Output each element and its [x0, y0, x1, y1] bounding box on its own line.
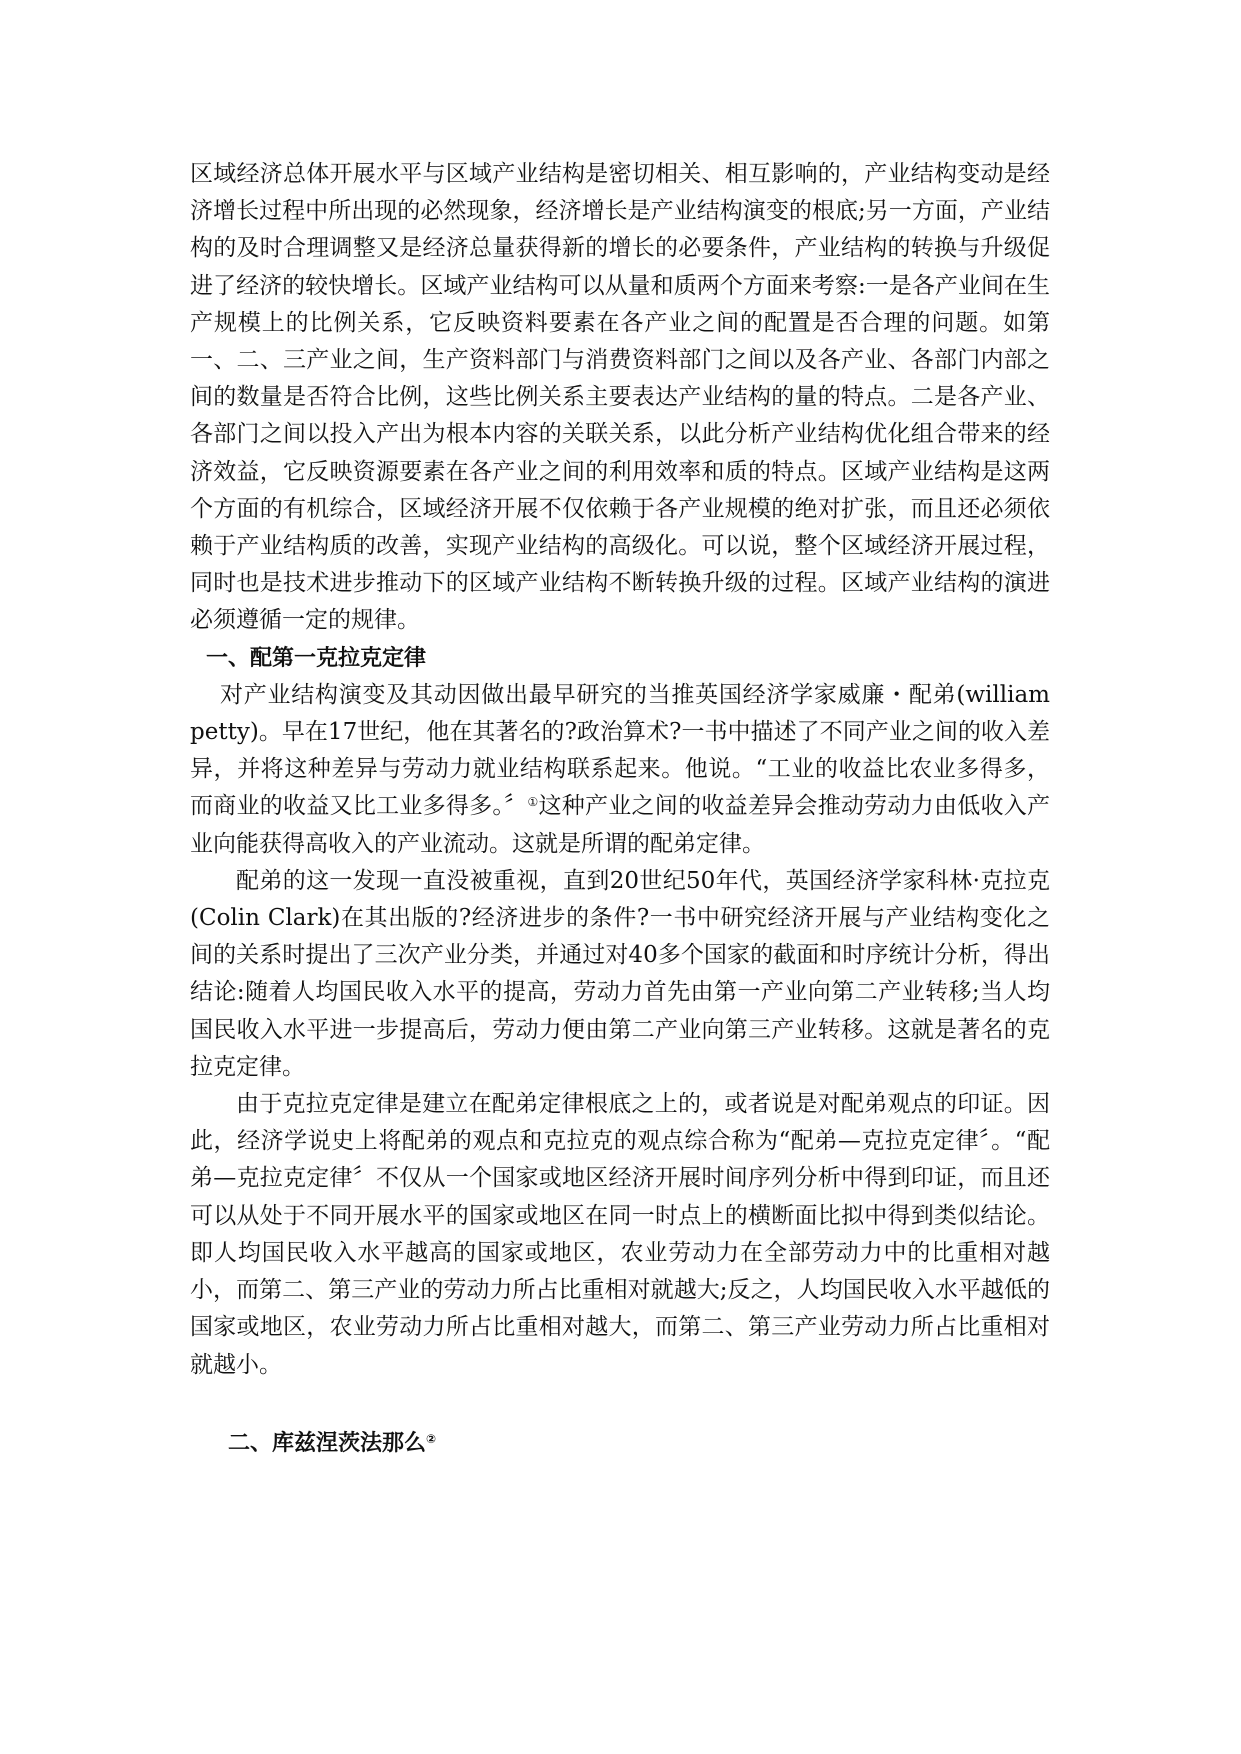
petty-paragraph: [190, 677, 1073, 863]
footnote-marker-1: ①: [527, 795, 539, 810]
intro-paragraph: 区域经济总体开展水平与区域产业结构是密切相关、相互影响的，产业结构变动是经济增长过程中所出现的必然现象，经济增长是产业结构演变的根底;另一方面，产业结构的及时合理调整又是经济总量获得新的增长的必要条件，产业结构的转换与升级促进了经济的较快增长。区域产业结构可以从量和质两个方面来考察:一是各产业间在生产规模上的比例关系，它反映资料要素在各产业之间的配置是否合理的问题。如第一、二、三产业之间，生产资料部门与消费资料部门之间以及各产业、各部门内部之间的数量是否符合比例，这些比例关系主要表达产业结构的量的特点。二是各产业、各部门之间以投入产出为根本内容的关联关系，以此分析产业结构优化组合带来的经济效益，它反映资源要素在各产业之间的利用效率和质的特点。区域产业结构是这两个方面的有机综合，区域经济开展不仅依赖于各产业规模的绝对扩张，而且还必须依赖于产业结构质的改善，实现产业结构的高级化。可以说，整个区域经济开展过程，同时也是技术进步推动下的区域产业结构不断转换升级的过程。区域产业结构的演进必须遵循一定的规律。: [190, 161, 1050, 634]
section-heading-2-text: 二、库兹涅茨法那么: [228, 1430, 427, 1456]
document-body: [190, 156, 1073, 1462]
clark-paragraph: 配弟的这一发现一直没被重视，直到20世纪50年代，英国经济学家科林·克拉克(Colin Clark)在其出版的?经济进步的条件?一书中研究经济开展与产业结构变化之间的关系时提出了三次产业分类，并通过对40多个国家的截面和时序统计分析，得出结论:随着人均国民收入水平的提高，劳动力首先由第一产业向第二产业转移;当人均国民收入水平进一步提高后，劳动力便由第二产业向第三产业转移。这就是著名的克拉克定律。: [190, 867, 1050, 1080]
petty-paragraph-text: 对产业结构演变及其动因做出最早研究的当推英国经济学家威廉・配弟(william petty)。早在17世纪，他在其著名的?政治算术?一书中描述了不同产业之间的收入差异，并将这种差异与劳动力就业结构联系起来。他说。“工业的收益比农业多得多，而商业的收益又比工业多得多。〞: [190, 681, 1073, 820]
section-heading-2: [190, 1425, 1050, 1462]
petty-clark-law-paragraph: 由于克拉克定律是建立在配弟定律根底之上的，或者说是对配弟观点的印证。因此，经济学说史上将配弟的观点和克拉克的观点综合称为“配弟—克拉克定律〞。“配弟—克拉克定律〞不仅从一个国家或地区经济开展时间序列分析中得到印证，而且还可以从处于不同开展水平的国家或地区在同一时点上的横断面比拟中得到类似结论。即人均国民收入水平越高的国家或地区，农业劳动力在全部劳动力中的比重相对越小，而第二、第三产业的劳动力所占比重相对就越大;反之，人均国民收入水平越低的国家或地区，农业劳动力所占比重相对越大，而第二、第三产业劳动力所占比重相对就越小。: [190, 1091, 1050, 1378]
section-heading-1: 一、配第一克拉克定律: [206, 645, 427, 671]
petty-paragraph-text-continued: 这种产业之间的收益差异会推动劳动力由低收入产业向能获得高收入的产业流动。这就是所谓的配弟定律。: [190, 793, 1051, 857]
footnote-marker-2: ②: [426, 1431, 437, 1446]
